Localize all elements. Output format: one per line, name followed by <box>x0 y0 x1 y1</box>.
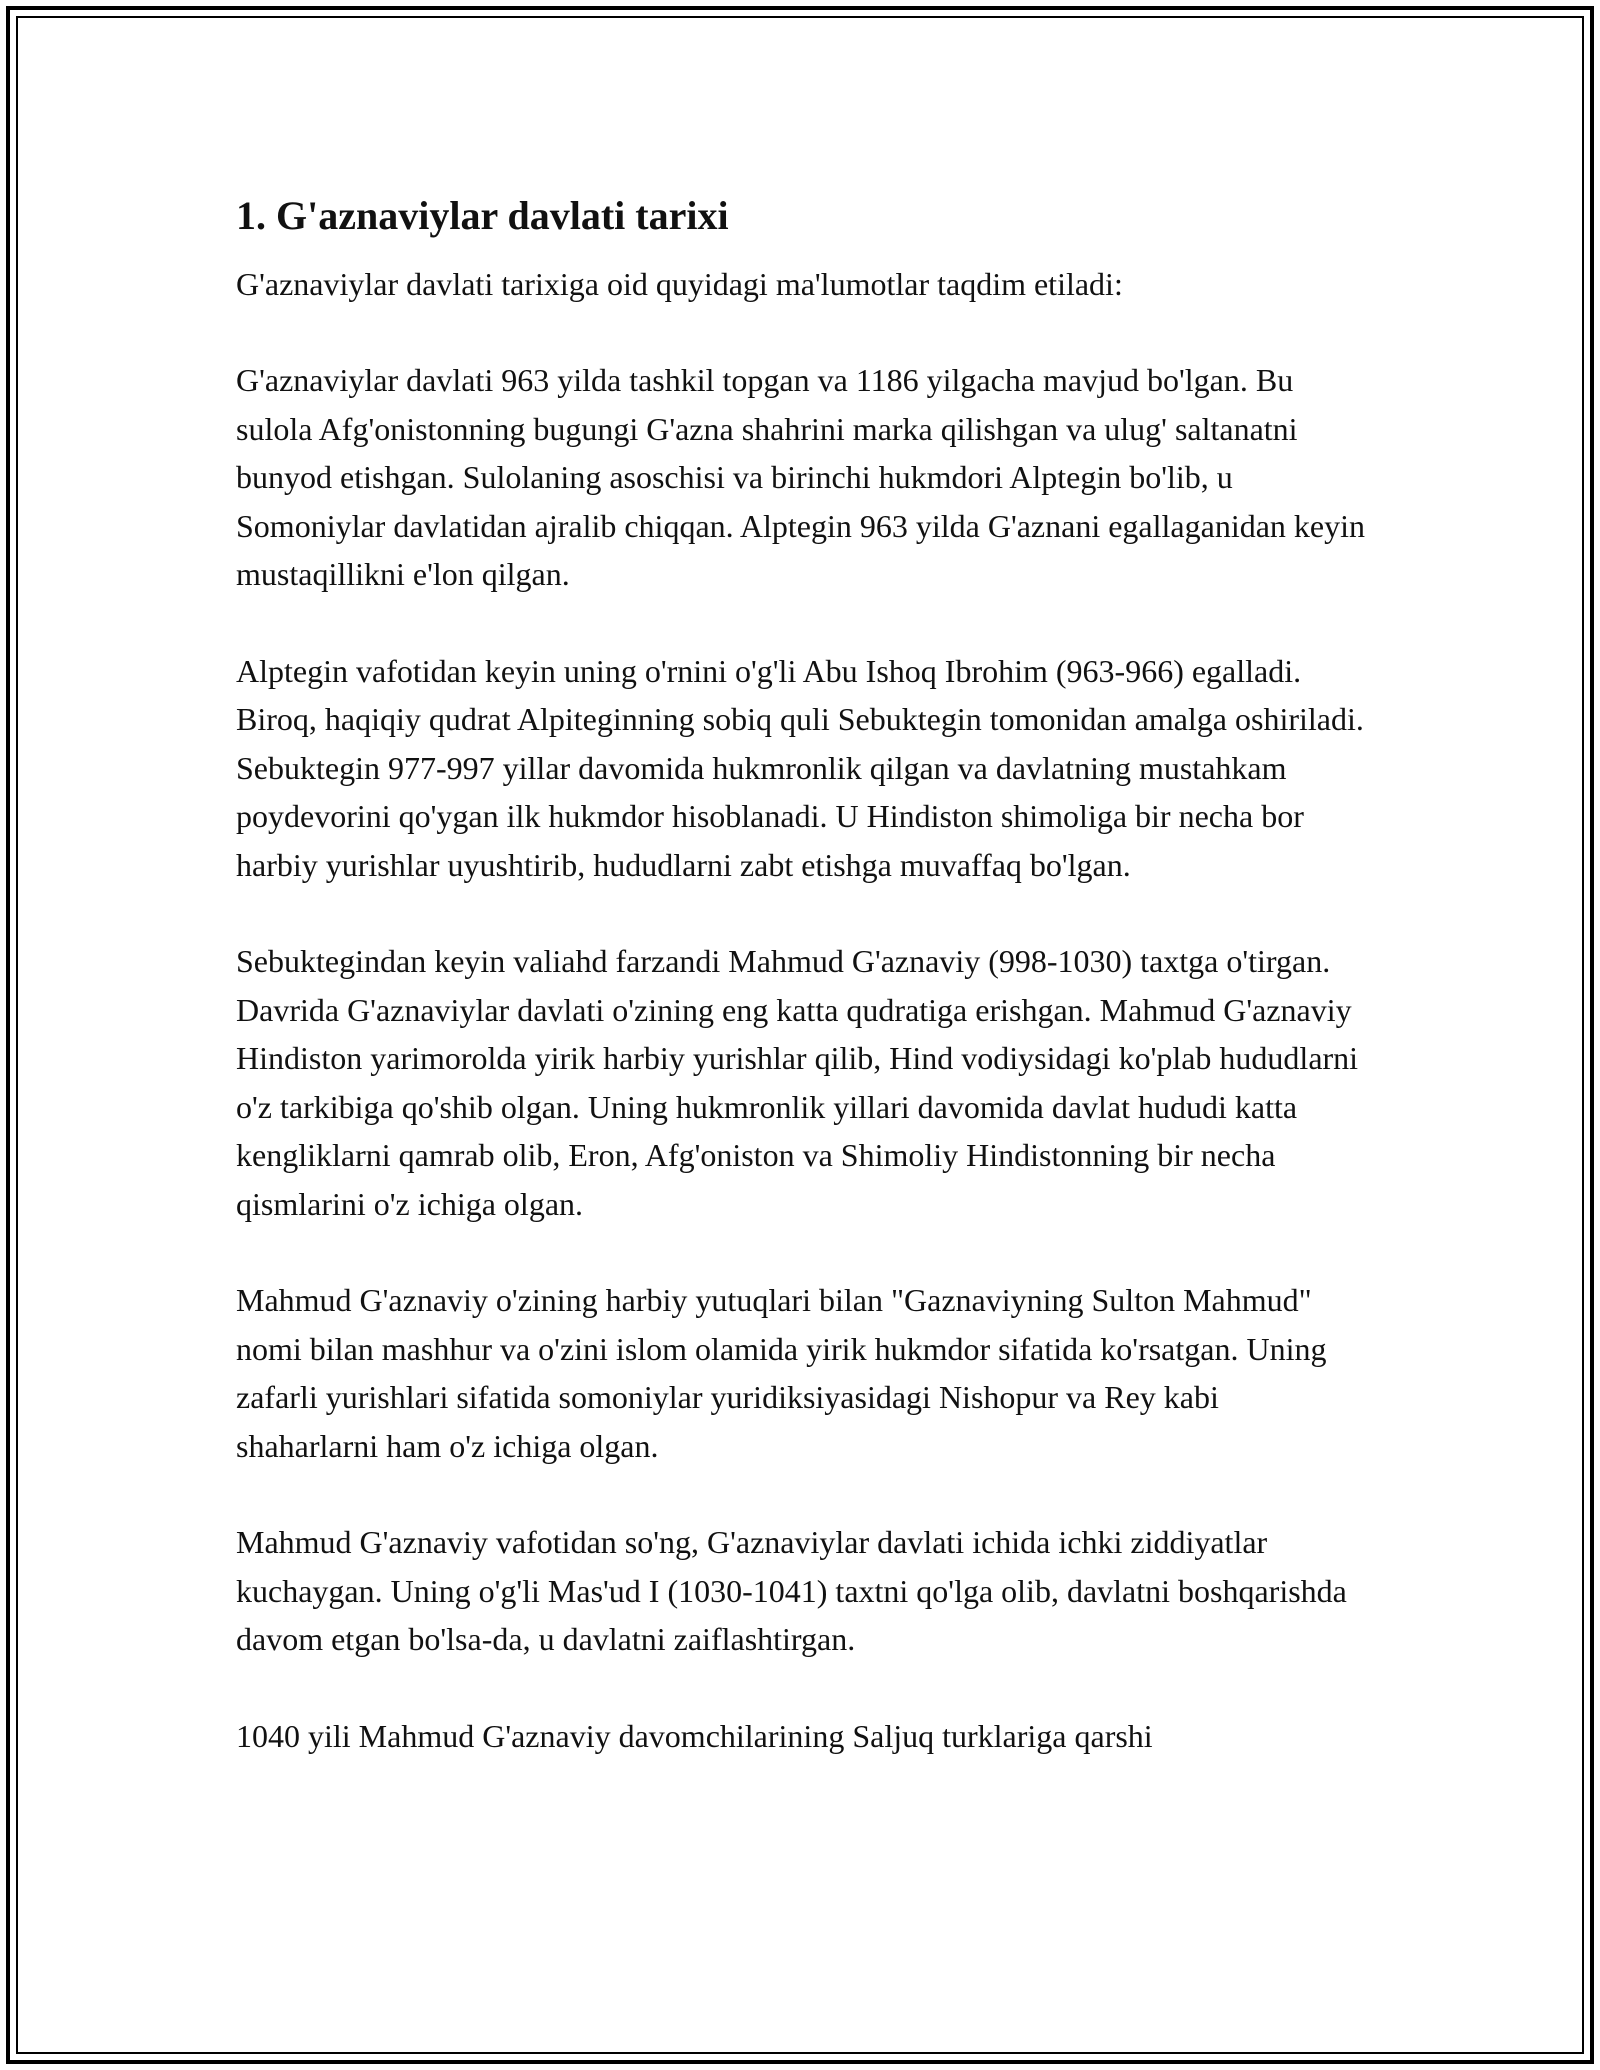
paragraph-founding: G'aznaviylar davlati 963 yilda tashkil topgan va 1186 yilgacha mavjud bo'lgan. Bu sulola Afg'onistonning bugungi G'azna shahrini marka qilishgan va ulug' saltanatni bunyod etishgan. Sulolaning asoschisi va birinchi hukmdori Alptegin bo'lib, u Somoniylar davlatidan ajralib chiqqan. Alptegin 963 yilda G'aznani egallaganidan keyin mustaqillikni e'lon qilgan. <box>236 362 1365 592</box>
paragraph-mahmud: Sebuktegindan keyin valiahd farzandi Mahmud G'aznaviy (998-1030) taxtga o'tirgan. Davrida G'aznaviylar davlati o'zining eng katta qudratiga erishgan. Mahmud G'aznaviy Hindiston yarimorolda yirik harbiy yurishlar qilib, Hind vodiysidagi ko'plab hududlarni o'z tarkibiga qo'shib olgan. Uning hukmronlik yillari davomida davlat hududi katta kengliklarni qamrab olib, Eron, Afg'oniston va Shimoliy Hindistonning bir necha qismlarini o'z ichiga olgan. <box>236 943 1359 1222</box>
document-body <box>236 186 1366 1760</box>
intro-paragraph: G'aznaviylar davlati tarixiga oid quyidagi ma'lumotlar taqdim etiladi: <box>236 266 1123 302</box>
paragraph-saljuq: 1040 yili Mahmud G'aznaviy davomchilarining Saljuq turklariga qarshi <box>236 1717 1153 1754</box>
paragraph-masud: Mahmud G'aznaviy vafotidan so'ng, G'aznaviylar davlati ichida ichki ziddiyatlar kuchaygan. Uning o'g'li Mas'ud I (1030-1041) taxtni qo'lga olib, davlatni boshqarishda davom etgan bo'lsa-da, u davlatni zaiflashtirgan. <box>236 1524 1347 1657</box>
paragraph-sebuktegin: Alptegin vafotidan keyin uning o'rnini o'g'li Abu Ishoq Ibrohim (963-966) egalladi. Biroq, haqiqiy qudrat Alpiteginning sobiq quli Sebuktegin tomonidan amalga oshiriladi. Sebuktegin 977-997 yillar davomida hukmronlik qilgan va davlatning mustahkam poydevorini qo'ygan ilk hukmdor hisoblanadi. U Hindiston shimoliga bir necha bor harbiy yurishlar uyushtirib, hududlarni zabt etishga muvaffaq bo'lgan. <box>236 652 1364 883</box>
page-title: 1. G'aznaviylar davlati tarixi <box>236 193 729 238</box>
paragraph-mahmud-fame: Mahmud G'aznaviy o'zining harbiy yutuqlari bilan "Gaznaviyning Sulton Mahmud" nomi bilan mashhur va o'zini islom olamida yirik hukmdor sifatida ko'rsatgan. Uning zafarli yurishlari sifatida somoniylar yuridiksiyasidagi Nishopur va Rey kabi shaharlarni ham o'z ichiga olgan. <box>236 1282 1327 1464</box>
